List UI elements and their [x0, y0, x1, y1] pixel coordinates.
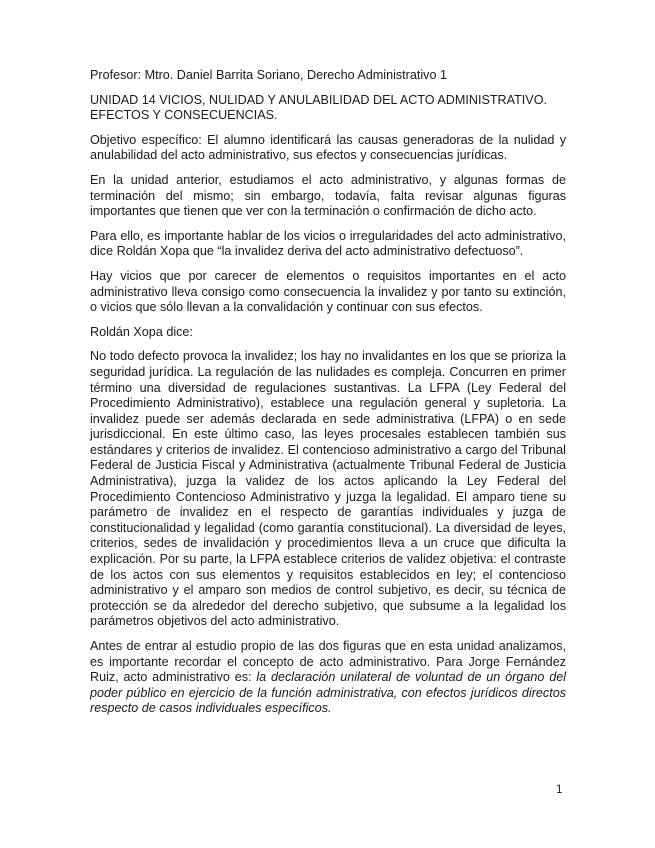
document-header: Profesor: Mtro. Daniel Barrita Soriano, Derecho Administrativo 1: [90, 68, 447, 82]
concept-definition: la declaración unilateral de voluntad de un órgano del poder público en ejercicio de la función administrativa, con efectos jurídicos directos respecto de casos individuales específicos.: [90, 670, 567, 716]
body-paragraph: En la unidad anterior, estudiamos el acto administrativo, y algunas formas de terminación del mismo; sin embargo, todavía, falta revisar algunas figuras importantes que tienen que ver con la terminación o confirmación de dicho acto.: [90, 172, 566, 219]
quote-intro: Roldán Xopa dice:: [90, 324, 193, 339]
unit-title-line-2: EFECTOS Y CONSECUENCIAS.: [90, 108, 278, 123]
body-paragraph: Para ello, es importante hablar de los vicios o irregularidades del acto administrativo, dice Roldán Xopa que “la invalidez deriva del acto administrativo defectuoso”.: [90, 228, 566, 259]
unit-title-line-1: UNIDAD 14 VICIOS, NULIDAD Y ANULABILIDAD DEL ACTO ADMINISTRATIVO.: [90, 92, 547, 107]
objective-paragraph: Objetivo específico: El alumno identificará las causas generadoras de la nulidad y anulabilidad del acto administrativo, sus efectos y consecuencias jurídicas.: [90, 132, 566, 163]
page-number: 1: [556, 784, 563, 796]
quote-paragraph: No todo defecto provoca la invalidez; los hay no invalidantes en los que se prioriza la seguridad jurídica. La regulación de las nulidades es compleja. Concurren en primer término una diversidad de regulaciones sustantivas. La LFPA (Ley Federal del Procedimiento Administrativo), establece una regulación general y supletoria. La invalidez puede ser además declarada en sede administrativa (LFPA) o en sede jurisdiccional. En este último caso, las leyes procesales establecen también sus estándares y criterios de invalidez. El contencioso administrativo a cargo del Tribunal Federal de Justicia Fiscal y Administrativa (actualmente Tribunal Federal de Justicia Administrativa), juzga la validez de los actos aplicando la Ley Federal del Procedimiento Contencioso Administrativo y juzga la legalidad. El amparo tiene su parámetro de invalidez en el respecto de garantías individuales y juzga de constitucionalidad y legalidad (como garantía constitucional). La diversidad de leyes, criterios, sedes de invalidación y procedimientos lleva a un cruce que dificulta la explicación. Por su parte, la LFPA establece criterios de validez objetiva: el contraste de los actos con sus elementos y requisitos establecidos en ley; el contencioso administrativo y el amparo son medios de control subjetivo, es decir, su técnica de protección se da alrededor del derecho subjetivo, que subsume a la legalidad los parámetros objetivos del acto administrativo.: [90, 349, 566, 629]
unit-title: [90, 93, 566, 124]
document-page: [90, 68, 566, 726]
body-paragraph: Hay vicios que por carecer de elementos o requisitos importantes en el acto administrativo lleva consigo como consecuencia la invalidez y por tanto su extinción, o vicios que sólo llevan a la convalidación y continuar con sus efectos.: [90, 268, 566, 315]
concept-text: Antes de entrar al estudio propio de las dos figuras que en esta unidad analizamos, es importante recordar el concepto de acto administrativo. Para Jorge Fernández Ruiz, acto administrativo es:: [90, 639, 566, 685]
concept-paragraph: [90, 639, 566, 717]
